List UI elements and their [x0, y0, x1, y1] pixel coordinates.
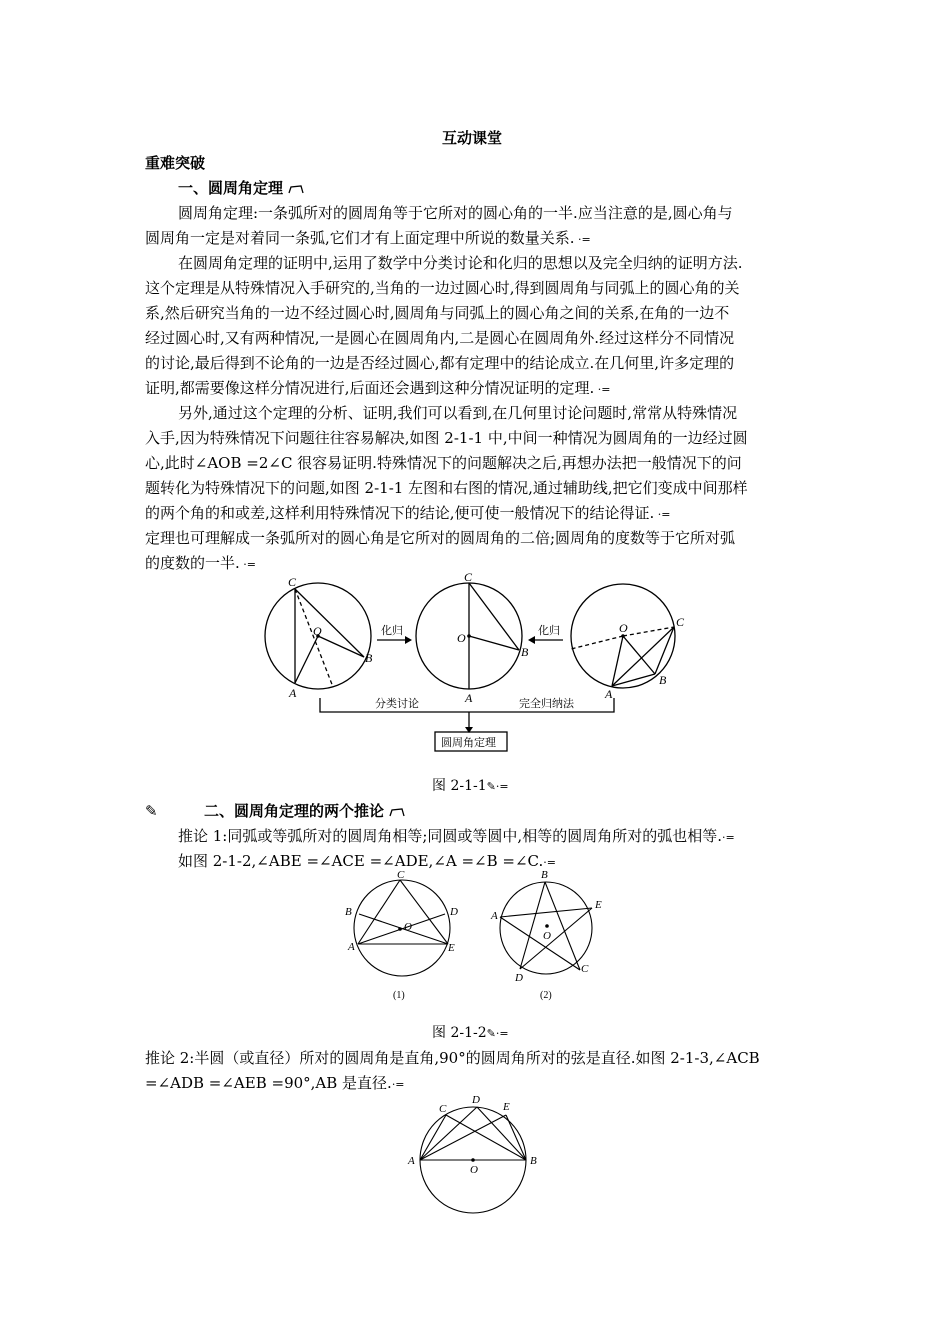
para3-line2: 入手,因为特殊情况下问题往往容易解决,如图 2-1-1 中,中间一种情况为圆周角的一边经过圆 [145, 429, 748, 447]
fig1-right-label-b: B [659, 673, 667, 687]
fig1-left-label-c: C [288, 575, 297, 589]
fig2-1-label-o: O [404, 921, 412, 933]
fig1-theorem-box-label: 圆周角定理 [441, 737, 496, 749]
page-title: 互动课堂 [442, 129, 503, 147]
para2-line1: 在圆周角定理的证明中,运用了数学中分类讨论和化归的思想以及完全归纳的证明方法. [178, 254, 743, 272]
edit-mark-icon [389, 807, 405, 817]
para2-line5: 的讨论,最后得到不论角的一边是否经过圆心,都有定理中的结论成立.在几何里,许多定理的 [145, 354, 735, 372]
fig3-label-o: O [470, 1164, 478, 1176]
fig3-label-b: B [530, 1155, 537, 1167]
fig2-2-label-c: C [581, 963, 589, 975]
inference2-line2: =∠ADB =∠AEB =90°,AB 是直径.·= [145, 1074, 405, 1092]
fig2-sub1-label: (1) [393, 990, 405, 1001]
fig3-label-d: D [472, 1094, 480, 1106]
para2-line6: 证明,都需要像这样分情况进行,后面还会遇到这种分情况证明的定理. ·= [145, 379, 611, 397]
fig1-right-label-a: A [605, 687, 613, 701]
fig1-left-label-a: A [289, 686, 297, 700]
fig2-caption: 图 2-1-2✎·= [432, 1025, 509, 1041]
fig3-label-a: A [408, 1155, 415, 1167]
figure-2-1-2 [340, 868, 620, 1004]
inference1-equation: 如图 2-1-2,∠ABE =∠ACE =∠ADE,∠A =∠B =∠C.·= [178, 852, 556, 870]
figure-2-1-3 [400, 1090, 550, 1218]
fig1-arrow-right-label: 化归 [538, 625, 560, 637]
fig1-bracket-right-label: 完全归纳法 [519, 698, 574, 710]
fig1-mid-label-o: O [457, 631, 466, 645]
bullet-icon: ✎ [145, 802, 158, 820]
fig3-label-c: C [439, 1103, 447, 1115]
para4-line2: 的度数的一半. ·= [145, 554, 256, 572]
para3-line1: 另外,通过这个定理的分析、证明,我们可以看到,在几何里讨论问题时,常常从特殊情况 [178, 404, 738, 422]
fig1-mid-label-c: C [464, 570, 473, 584]
fig2-1-label-c: C [397, 869, 405, 881]
inference1-line: 推论 1:同弧或等弧所对的圆周角相等;同圆或等圆中,相等的圆周角所对的弧也相等.·= [178, 827, 735, 845]
section-title: 重难突破 [145, 154, 206, 172]
para3-line5: 的两个角的和或差,这样利用特殊情况下的结论,便可使一般情况下的结论得证. ·= [145, 504, 671, 522]
fig2-1-label-e: E [448, 942, 455, 954]
para3-line4: 题转化为特殊情况下的问题,如图 2-1-1 左图和右图的情况,通过辅助线,把它们变成中间那样 [145, 479, 748, 497]
para2-line4: 经过圆心时,又有两种情况,一是圆心在圆周角内,二是圆心在圆周角外.经过这样分不同情况 [145, 329, 735, 347]
fig2-2-label-d: D [515, 972, 523, 984]
fig1-mid-label-a: A [465, 691, 473, 705]
para3-line3: 心,此时∠AOB =2∠C 很容易证明.特殊情况下的问题解决之后,再想办法把一般情况下的问 [145, 454, 742, 472]
para2-line2: 这个定理是从特殊情况入手研究的,当角的一边过圆心时,得到圆周角与同弧上的圆心角的关 [145, 279, 740, 297]
fig2-2-circle [500, 882, 592, 974]
fig1-caption: 图 2-1-1✎·= [432, 778, 509, 794]
fig1-bracket-left-label: 分类讨论 [375, 698, 419, 710]
fig2-1-label-b: B [345, 906, 352, 918]
fig2-sub2-label: (2) [540, 990, 552, 1001]
para4-line1: 定理也可理解成一条弧所对的圆心角是它所对的圆周角的二倍;圆周角的度数等于它所对弧 [145, 529, 736, 547]
para2-line3: 系,然后研究当角的一边不经过圆心时,圆周角与同弧上的圆心角之间的关系,在角的一边不 [145, 304, 730, 322]
para1-line1: 圆周角定理:一条弧所对的圆周角等于它所对的圆心角的一半.应当注意的是,圆心角与 [178, 204, 733, 222]
part2-heading: ✎ 二、圆周角定理的两个推论 [145, 799, 405, 824]
fig2-2-label-a: A [491, 910, 498, 922]
fig1-left-label-o: O [313, 624, 322, 638]
part1-heading: 一、圆周角定理 [178, 176, 304, 201]
inference2-line1: 推论 2:半圆（或直径）所对的圆周角是直角,90°的圆周角所对的弦是直径.如图 2-1-3,∠ACB [145, 1049, 760, 1067]
fig1-mid-label-b: B [521, 645, 529, 659]
fig1-right-label-o: O [619, 621, 628, 635]
fig2-1-label-d: D [450, 906, 458, 918]
fig1-arrow-left-label: 化归 [381, 625, 403, 637]
fig2-2-label-e: E [595, 899, 602, 911]
fig2-2-label-o: O [543, 930, 551, 942]
fig2-2-label-b: B [541, 869, 548, 881]
fig2-1-label-a: A [348, 941, 355, 953]
para1-line2: 圆周角一定是对着同一条弧,它们才有上面定理中所说的数量关系. ·= [145, 229, 591, 247]
fig1-left-label-b: B [365, 651, 373, 665]
figure-2-1-1 [255, 570, 695, 760]
fig3-label-e: E [503, 1101, 510, 1113]
edit-mark-icon [288, 184, 304, 194]
fig1-right-label-c: C [676, 615, 685, 629]
